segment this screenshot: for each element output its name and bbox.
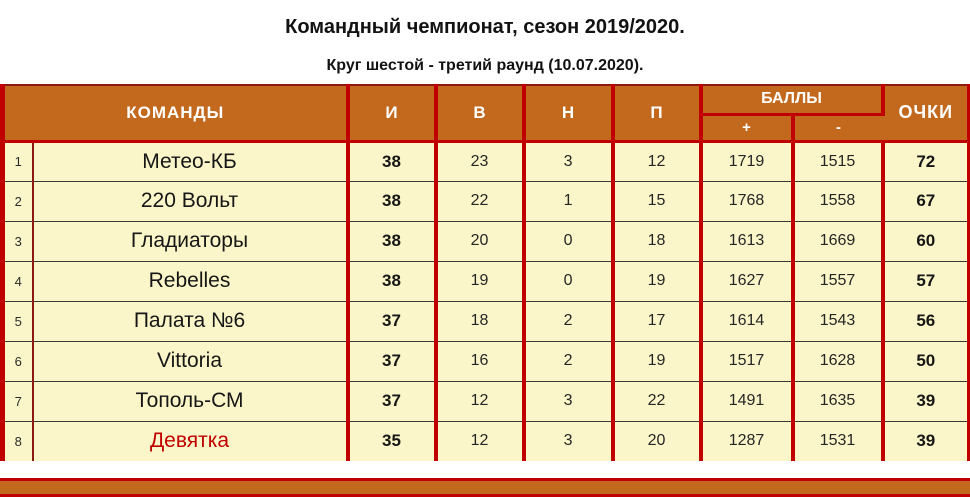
table-row bbox=[3, 381, 970, 421]
table-row bbox=[3, 421, 970, 461]
balls-minus-cell: 1515 bbox=[793, 141, 883, 181]
wins-cell: 16 bbox=[436, 341, 524, 381]
losses-cell: 22 bbox=[613, 381, 701, 421]
team-name-cell: Vittoria bbox=[33, 341, 348, 381]
position-cell: 5 bbox=[3, 301, 33, 341]
points-cell: 50 bbox=[883, 341, 970, 381]
header-teams: КОМАНДЫ bbox=[3, 85, 348, 141]
team-name-cell: Палата №6 bbox=[33, 301, 348, 341]
table-row bbox=[3, 301, 970, 341]
balls-minus-cell: 1531 bbox=[793, 421, 883, 461]
points-cell: 72 bbox=[883, 141, 970, 181]
losses-cell: 19 bbox=[613, 341, 701, 381]
header-balls-minus: - bbox=[793, 114, 883, 141]
balls-minus-cell: 1543 bbox=[793, 301, 883, 341]
points-cell: 56 bbox=[883, 301, 970, 341]
header-games: И bbox=[348, 85, 436, 141]
header-draws: Н bbox=[524, 85, 613, 141]
wins-cell: 18 bbox=[436, 301, 524, 341]
games-played-cell: 37 bbox=[348, 381, 436, 421]
team-name-cell: Тополь-СМ bbox=[33, 381, 348, 421]
table-footer-bar bbox=[0, 478, 970, 497]
table-row bbox=[3, 261, 970, 301]
position-cell: 8 bbox=[3, 421, 33, 461]
team-name-cell: Rebelles bbox=[33, 261, 348, 301]
table-header bbox=[3, 85, 970, 141]
games-played-cell: 38 bbox=[348, 221, 436, 261]
draws-cell: 3 bbox=[524, 421, 613, 461]
losses-cell: 18 bbox=[613, 221, 701, 261]
position-cell: 1 bbox=[3, 141, 33, 181]
games-played-cell: 37 bbox=[348, 301, 436, 341]
points-cell: 39 bbox=[883, 421, 970, 461]
header-losses: П bbox=[613, 85, 701, 141]
position-cell: 3 bbox=[3, 221, 33, 261]
wins-cell: 19 bbox=[436, 261, 524, 301]
table-row bbox=[3, 141, 970, 181]
wins-cell: 22 bbox=[436, 181, 524, 221]
balls-plus-cell: 1614 bbox=[701, 301, 793, 341]
page-subtitle: Круг шестой - третий раунд (10.07.2020). bbox=[326, 57, 644, 74]
losses-cell: 19 bbox=[613, 261, 701, 301]
balls-plus-cell: 1613 bbox=[701, 221, 793, 261]
games-played-cell: 35 bbox=[348, 421, 436, 461]
games-played-cell: 37 bbox=[348, 341, 436, 381]
points-cell: 57 bbox=[883, 261, 970, 301]
team-name-cell: 220 Вольт bbox=[33, 181, 348, 221]
standings-body bbox=[3, 141, 970, 461]
wins-cell: 23 bbox=[436, 141, 524, 181]
draws-cell: 2 bbox=[524, 341, 613, 381]
balls-plus-cell: 1287 bbox=[701, 421, 793, 461]
table-row bbox=[3, 221, 970, 261]
balls-minus-cell: 1669 bbox=[793, 221, 883, 261]
table-row bbox=[3, 341, 970, 381]
balls-minus-cell: 1628 bbox=[793, 341, 883, 381]
standings-table bbox=[0, 84, 970, 461]
position-cell: 7 bbox=[3, 381, 33, 421]
points-cell: 39 bbox=[883, 381, 970, 421]
team-name-cell: Девятка bbox=[33, 421, 348, 461]
team-name-cell: Метео-КБ bbox=[33, 141, 348, 181]
wins-cell: 20 bbox=[436, 221, 524, 261]
page-title: Командный чемпионат, сезон 2019/2020. bbox=[285, 16, 685, 38]
header-balls-plus: + bbox=[701, 114, 793, 141]
balls-plus-cell: 1768 bbox=[701, 181, 793, 221]
position-cell: 6 bbox=[3, 341, 33, 381]
wins-cell: 12 bbox=[436, 421, 524, 461]
points-cell: 67 bbox=[883, 181, 970, 221]
wins-cell: 12 bbox=[436, 381, 524, 421]
games-played-cell: 38 bbox=[348, 261, 436, 301]
losses-cell: 20 bbox=[613, 421, 701, 461]
balls-plus-cell: 1517 bbox=[701, 341, 793, 381]
draws-cell: 1 bbox=[524, 181, 613, 221]
losses-cell: 12 bbox=[613, 141, 701, 181]
balls-minus-cell: 1635 bbox=[793, 381, 883, 421]
balls-plus-cell: 1627 bbox=[701, 261, 793, 301]
points-cell: 60 bbox=[883, 221, 970, 261]
position-cell: 2 bbox=[3, 181, 33, 221]
balls-plus-cell: 1719 bbox=[701, 141, 793, 181]
table-row bbox=[3, 181, 970, 221]
draws-cell: 3 bbox=[524, 381, 613, 421]
draws-cell: 2 bbox=[524, 301, 613, 341]
losses-cell: 17 bbox=[613, 301, 701, 341]
balls-plus-cell: 1491 bbox=[701, 381, 793, 421]
losses-cell: 15 bbox=[613, 181, 701, 221]
draws-cell: 3 bbox=[524, 141, 613, 181]
header-points: ОЧКИ bbox=[883, 85, 970, 141]
games-played-cell: 38 bbox=[348, 141, 436, 181]
header-balls: БАЛЛЫ bbox=[701, 85, 883, 114]
team-name-cell: Гладиаторы bbox=[33, 221, 348, 261]
draws-cell: 0 bbox=[524, 261, 613, 301]
balls-minus-cell: 1558 bbox=[793, 181, 883, 221]
draws-cell: 0 bbox=[524, 221, 613, 261]
header-wins: В bbox=[436, 85, 524, 141]
position-cell: 4 bbox=[3, 261, 33, 301]
games-played-cell: 38 bbox=[348, 181, 436, 221]
balls-minus-cell: 1557 bbox=[793, 261, 883, 301]
